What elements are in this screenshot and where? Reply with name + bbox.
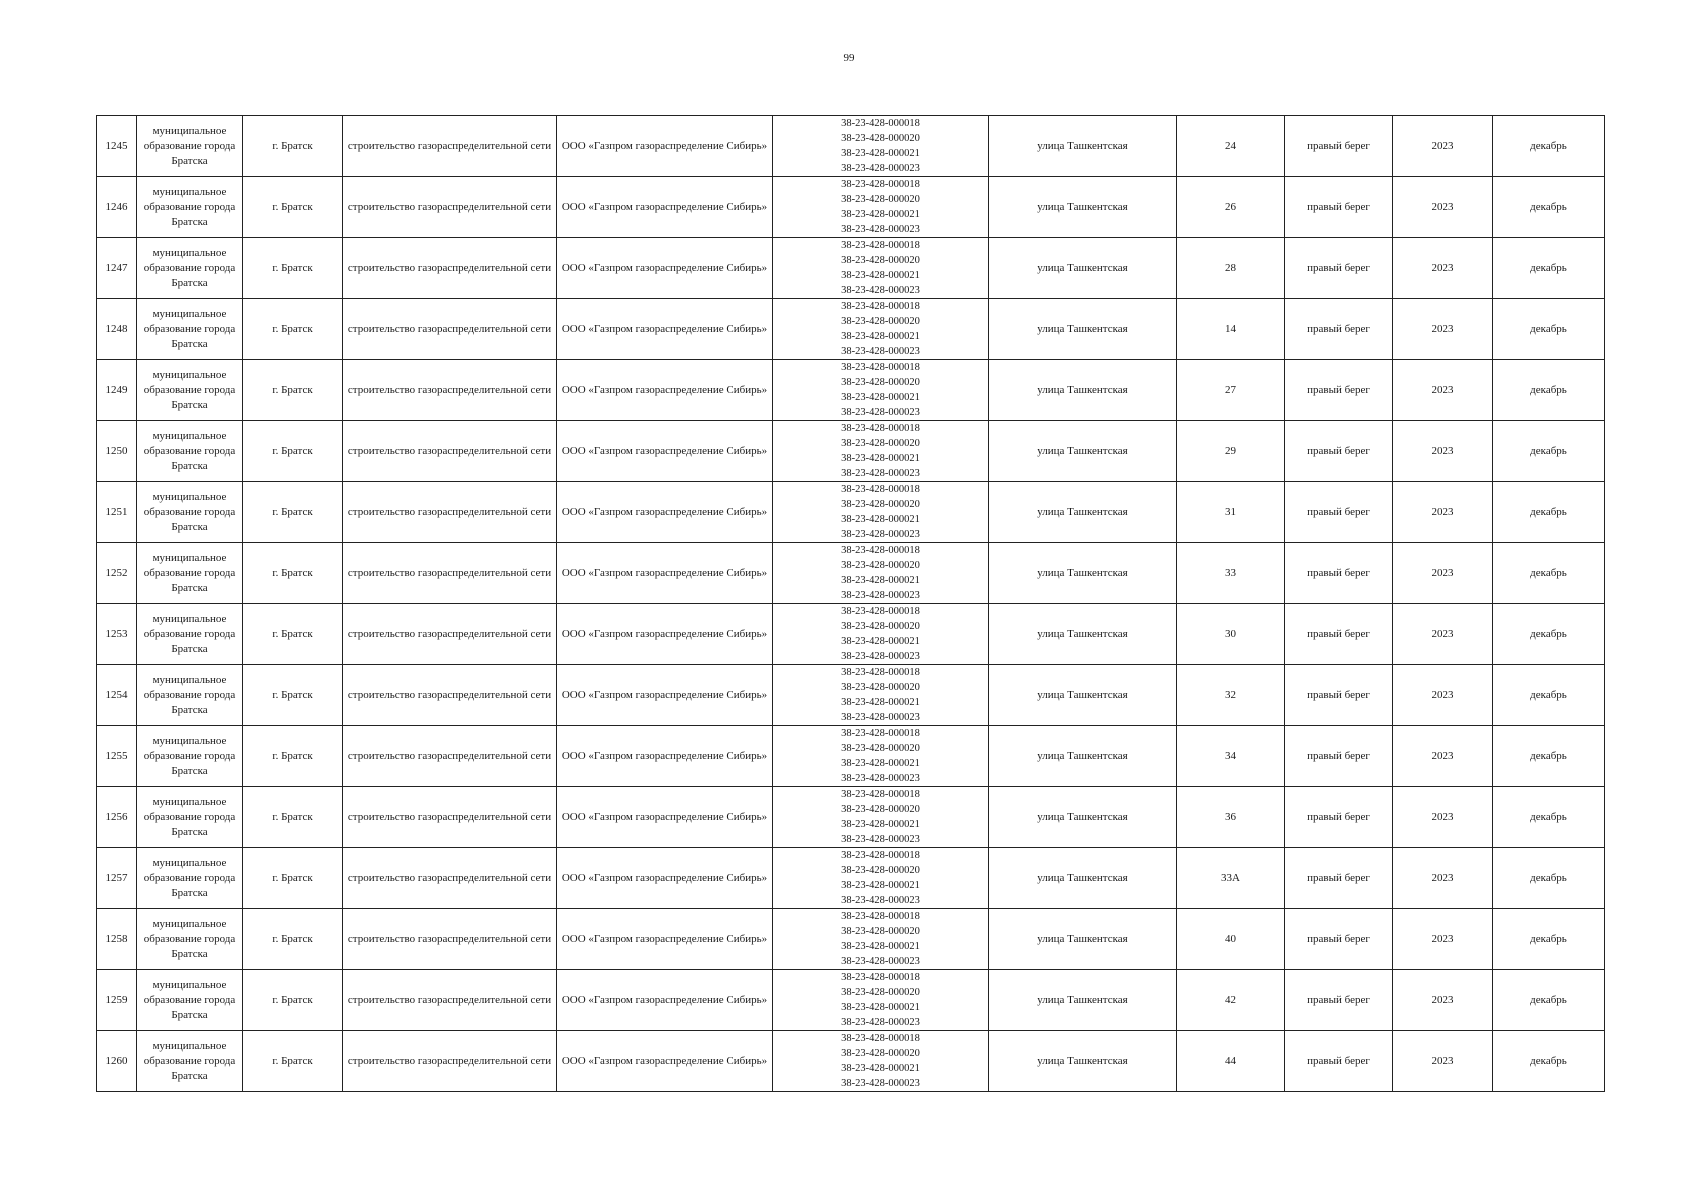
year-cell: 2023 [1393,421,1493,482]
month-cell: декабрь [1493,909,1605,970]
year-cell: 2023 [1393,726,1493,787]
month-cell: декабрь [1493,177,1605,238]
row-number: 1260 [97,1031,137,1092]
cadastral-codes-cell [773,421,989,482]
organization-cell: ООО «Газпром газораспределение Сибирь» [557,665,773,726]
row-number: 1253 [97,604,137,665]
cadastral-code: 38-23-428-000018 [841,1033,920,1044]
year-cell: 2023 [1393,177,1493,238]
table-row [97,970,1605,1031]
cadastral-code: 38-23-428-000018 [841,972,920,983]
cadastral-code: 38-23-428-000021 [841,148,920,159]
cadastral-code: 38-23-428-000020 [841,438,920,449]
cadastral-code: 38-23-428-000021 [841,453,920,464]
cadastral-code: 38-23-428-000018 [841,850,920,861]
table-row [97,299,1605,360]
street-cell: улица Ташкентская [989,238,1177,299]
work-type-cell: строительство газораспределительной сети [343,299,557,360]
cadastral-code: 38-23-428-000021 [841,819,920,830]
cadastral-code: 38-23-428-000018 [841,667,920,678]
locality-cell: г. Братск [243,970,343,1031]
street-cell: улица Ташкентская [989,787,1177,848]
cadastral-code: 38-23-428-000021 [841,941,920,952]
cadastral-code: 38-23-428-000020 [841,1048,920,1059]
organization-cell: ООО «Газпром газораспределение Сибирь» [557,116,773,177]
cadastral-code: 38-23-428-000021 [841,270,920,281]
municipality-cell: муниципальное образование города Братска [137,726,243,787]
work-type-cell: строительство газораспределительной сети [343,177,557,238]
year-cell: 2023 [1393,482,1493,543]
municipality-cell: муниципальное образование города Братска [137,299,243,360]
month-cell: декабрь [1493,1031,1605,1092]
municipality-cell: муниципальное образование города Братска [137,238,243,299]
row-number: 1245 [97,116,137,177]
year-cell: 2023 [1393,543,1493,604]
table-row [97,238,1605,299]
cadastral-codes-cell [773,299,989,360]
street-cell: улица Ташкентская [989,970,1177,1031]
cadastral-codes-cell [773,177,989,238]
register-table [96,115,1605,1092]
locality-cell: г. Братск [243,116,343,177]
river-side-cell: правый берег [1285,665,1393,726]
row-number: 1251 [97,482,137,543]
cadastral-code: 38-23-428-000018 [841,545,920,556]
locality-cell: г. Братск [243,665,343,726]
cadastral-codes-cell [773,360,989,421]
cadastral-codes-cell [773,482,989,543]
work-type-cell: строительство газораспределительной сети [343,848,557,909]
cadastral-code: 38-23-428-000021 [841,575,920,586]
row-number: 1258 [97,909,137,970]
street-cell: улица Ташкентская [989,299,1177,360]
table-row [97,726,1605,787]
cadastral-codes-cell [773,604,989,665]
street-cell: улица Ташкентская [989,665,1177,726]
organization-cell: ООО «Газпром газораспределение Сибирь» [557,726,773,787]
year-cell: 2023 [1393,116,1493,177]
cadastral-code: 38-23-428-000018 [841,240,920,251]
cadastral-code: 38-23-428-000020 [841,499,920,510]
row-number: 1248 [97,299,137,360]
river-side-cell: правый берег [1285,970,1393,1031]
table-row [97,665,1605,726]
cadastral-code: 38-23-428-000018 [841,362,920,373]
cadastral-code: 38-23-428-000021 [841,209,920,220]
row-number: 1246 [97,177,137,238]
cadastral-code: 38-23-428-000021 [841,1063,920,1074]
municipality-cell: муниципальное образование города Братска [137,665,243,726]
locality-cell: г. Братск [243,177,343,238]
row-number: 1254 [97,665,137,726]
cadastral-code: 38-23-428-000023 [841,590,920,601]
river-side-cell: правый берег [1285,909,1393,970]
cadastral-code: 38-23-428-000021 [841,880,920,891]
row-number: 1250 [97,421,137,482]
river-side-cell: правый берег [1285,238,1393,299]
house-number-cell: 32 [1177,665,1285,726]
work-type-cell: строительство газораспределительной сети [343,909,557,970]
house-number-cell: 31 [1177,482,1285,543]
month-cell: декабрь [1493,543,1605,604]
month-cell: декабрь [1493,116,1605,177]
table-row [97,787,1605,848]
cadastral-codes-cell [773,1031,989,1092]
municipality-cell: муниципальное образование города Братска [137,177,243,238]
year-cell: 2023 [1393,848,1493,909]
work-type-cell: строительство газораспределительной сети [343,360,557,421]
cadastral-code: 38-23-428-000018 [841,423,920,434]
municipality-cell: муниципальное образование города Братска [137,421,243,482]
table-row [97,360,1605,421]
cadastral-code: 38-23-428-000020 [841,255,920,266]
municipality-cell: муниципальное образование города Братска [137,909,243,970]
organization-cell: ООО «Газпром газораспределение Сибирь» [557,787,773,848]
municipality-cell: муниципальное образование города Братска [137,848,243,909]
municipality-cell: муниципальное образование города Братска [137,1031,243,1092]
row-number: 1257 [97,848,137,909]
month-cell: декабрь [1493,848,1605,909]
organization-cell: ООО «Газпром газораспределение Сибирь» [557,848,773,909]
year-cell: 2023 [1393,787,1493,848]
table-row [97,116,1605,177]
locality-cell: г. Братск [243,909,343,970]
row-number: 1252 [97,543,137,604]
work-type-cell: строительство газораспределительной сети [343,116,557,177]
house-number-cell: 36 [1177,787,1285,848]
table-row [97,909,1605,970]
municipality-cell: муниципальное образование города Братска [137,360,243,421]
street-cell: улица Ташкентская [989,1031,1177,1092]
cadastral-code: 38-23-428-000020 [841,377,920,388]
municipality-cell: муниципальное образование города Братска [137,970,243,1031]
cadastral-code: 38-23-428-000018 [841,789,920,800]
cadastral-codes-cell [773,787,989,848]
cadastral-code: 38-23-428-000023 [841,895,920,906]
work-type-cell: строительство газораспределительной сети [343,726,557,787]
locality-cell: г. Братск [243,848,343,909]
page-number: 99 [843,52,855,64]
table-row [97,543,1605,604]
cadastral-code: 38-23-428-000020 [841,316,920,327]
year-cell: 2023 [1393,970,1493,1031]
house-number-cell: 27 [1177,360,1285,421]
street-cell: улица Ташкентская [989,116,1177,177]
cadastral-codes-cell [773,909,989,970]
cadastral-code: 38-23-428-000018 [841,179,920,190]
year-cell: 2023 [1393,360,1493,421]
river-side-cell: правый берег [1285,360,1393,421]
cadastral-code: 38-23-428-000020 [841,987,920,998]
work-type-cell: строительство газораспределительной сети [343,604,557,665]
cadastral-code: 38-23-428-000020 [841,682,920,693]
cadastral-codes-cell [773,238,989,299]
organization-cell: ООО «Газпром газораспределение Сибирь» [557,177,773,238]
month-cell: декабрь [1493,360,1605,421]
street-cell: улица Ташкентская [989,482,1177,543]
row-number: 1256 [97,787,137,848]
cadastral-code: 38-23-428-000023 [841,956,920,967]
month-cell: декабрь [1493,604,1605,665]
house-number-cell: 40 [1177,909,1285,970]
municipality-cell: муниципальное образование города Братска [137,116,243,177]
work-type-cell: строительство газораспределительной сети [343,1031,557,1092]
river-side-cell: правый берег [1285,1031,1393,1092]
cadastral-code: 38-23-428-000023 [841,224,920,235]
year-cell: 2023 [1393,1031,1493,1092]
table-row [97,177,1605,238]
organization-cell: ООО «Газпром газораспределение Сибирь» [557,360,773,421]
month-cell: декабрь [1493,970,1605,1031]
year-cell: 2023 [1393,665,1493,726]
cadastral-codes-cell [773,726,989,787]
cadastral-code: 38-23-428-000023 [841,773,920,784]
street-cell: улица Ташкентская [989,726,1177,787]
cadastral-code: 38-23-428-000023 [841,1017,920,1028]
cadastral-code: 38-23-428-000023 [841,834,920,845]
row-number: 1249 [97,360,137,421]
month-cell: декабрь [1493,665,1605,726]
work-type-cell: строительство газораспределительной сети [343,238,557,299]
register-body [97,116,1605,1092]
table-row [97,482,1605,543]
cadastral-code: 38-23-428-000023 [841,1078,920,1089]
cadastral-code: 38-23-428-000020 [841,804,920,815]
cadastral-codes-cell [773,116,989,177]
month-cell: декабрь [1493,238,1605,299]
locality-cell: г. Братск [243,1031,343,1092]
locality-cell: г. Братск [243,421,343,482]
house-number-cell: 30 [1177,604,1285,665]
row-number: 1247 [97,238,137,299]
table-row [97,1031,1605,1092]
cadastral-code: 38-23-428-000018 [841,301,920,312]
cadastral-code: 38-23-428-000021 [841,331,920,342]
organization-cell: ООО «Газпром газораспределение Сибирь» [557,482,773,543]
locality-cell: г. Братск [243,604,343,665]
river-side-cell: правый берег [1285,177,1393,238]
row-number: 1255 [97,726,137,787]
house-number-cell: 33 [1177,543,1285,604]
river-side-cell: правый берег [1285,116,1393,177]
work-type-cell: строительство газораспределительной сети [343,543,557,604]
cadastral-code: 38-23-428-000018 [841,484,920,495]
organization-cell: ООО «Газпром газораспределение Сибирь» [557,970,773,1031]
month-cell: декабрь [1493,299,1605,360]
house-number-cell: 28 [1177,238,1285,299]
cadastral-code: 38-23-428-000018 [841,728,920,739]
month-cell: декабрь [1493,787,1605,848]
cadastral-code: 38-23-428-000020 [841,865,920,876]
river-side-cell: правый берег [1285,604,1393,665]
cadastral-code: 38-23-428-000020 [841,133,920,144]
cadastral-code: 38-23-428-000021 [841,514,920,525]
river-side-cell: правый берег [1285,299,1393,360]
row-number: 1259 [97,970,137,1031]
cadastral-code: 38-23-428-000023 [841,651,920,662]
house-number-cell: 29 [1177,421,1285,482]
organization-cell: ООО «Газпром газораспределение Сибирь» [557,604,773,665]
organization-cell: ООО «Газпром газораспределение Сибирь» [557,909,773,970]
municipality-cell: муниципальное образование города Братска [137,482,243,543]
municipality-cell: муниципальное образование города Братска [137,543,243,604]
cadastral-code: 38-23-428-000021 [841,392,920,403]
cadastral-code: 38-23-428-000020 [841,743,920,754]
cadastral-code: 38-23-428-000021 [841,697,920,708]
work-type-cell: строительство газораспределительной сети [343,665,557,726]
street-cell: улица Ташкентская [989,848,1177,909]
month-cell: декабрь [1493,726,1605,787]
house-number-cell: 44 [1177,1031,1285,1092]
river-side-cell: правый берег [1285,848,1393,909]
street-cell: улица Ташкентская [989,360,1177,421]
cadastral-code: 38-23-428-000018 [841,606,920,617]
municipality-cell: муниципальное образование города Братска [137,604,243,665]
house-number-cell: 34 [1177,726,1285,787]
cadastral-code: 38-23-428-000020 [841,621,920,632]
locality-cell: г. Братск [243,299,343,360]
river-side-cell: правый берег [1285,787,1393,848]
cadastral-code: 38-23-428-000020 [841,926,920,937]
cadastral-codes-cell [773,970,989,1031]
street-cell: улица Ташкентская [989,421,1177,482]
house-number-cell: 42 [1177,970,1285,1031]
river-side-cell: правый берег [1285,726,1393,787]
street-cell: улица Ташкентская [989,177,1177,238]
table-row [97,848,1605,909]
cadastral-codes-cell [773,665,989,726]
organization-cell: ООО «Газпром газораспределение Сибирь» [557,1031,773,1092]
river-side-cell: правый берег [1285,543,1393,604]
street-cell: улица Ташкентская [989,604,1177,665]
month-cell: декабрь [1493,482,1605,543]
river-side-cell: правый берег [1285,482,1393,543]
organization-cell: ООО «Газпром газораспределение Сибирь» [557,421,773,482]
work-type-cell: строительство газораспределительной сети [343,970,557,1031]
year-cell: 2023 [1393,909,1493,970]
cadastral-code: 38-23-428-000021 [841,1002,920,1013]
work-type-cell: строительство газораспределительной сети [343,482,557,543]
year-cell: 2023 [1393,238,1493,299]
table-row [97,604,1605,665]
house-number-cell: 24 [1177,116,1285,177]
river-side-cell: правый берег [1285,421,1393,482]
cadastral-code: 38-23-428-000020 [841,560,920,571]
cadastral-code: 38-23-428-000018 [841,911,920,922]
year-cell: 2023 [1393,299,1493,360]
organization-cell: ООО «Газпром газораспределение Сибирь» [557,299,773,360]
locality-cell: г. Братск [243,787,343,848]
cadastral-code: 38-23-428-000023 [841,346,920,357]
cadastral-codes-cell [773,848,989,909]
year-cell: 2023 [1393,604,1493,665]
locality-cell: г. Братск [243,482,343,543]
cadastral-code: 38-23-428-000023 [841,285,920,296]
cadastral-code: 38-23-428-000018 [841,118,920,129]
cadastral-code: 38-23-428-000021 [841,758,920,769]
locality-cell: г. Братск [243,543,343,604]
month-cell: декабрь [1493,421,1605,482]
house-number-cell: 33А [1177,848,1285,909]
organization-cell: ООО «Газпром газораспределение Сибирь» [557,238,773,299]
cadastral-codes-cell [773,543,989,604]
table-row [97,421,1605,482]
work-type-cell: строительство газораспределительной сети [343,787,557,848]
locality-cell: г. Братск [243,726,343,787]
cadastral-code: 38-23-428-000023 [841,529,920,540]
locality-cell: г. Братск [243,238,343,299]
cadastral-code: 38-23-428-000023 [841,407,920,418]
cadastral-code: 38-23-428-000021 [841,636,920,647]
municipality-cell: муниципальное образование города Братска [137,787,243,848]
locality-cell: г. Братск [243,360,343,421]
cadastral-code: 38-23-428-000023 [841,468,920,479]
house-number-cell: 26 [1177,177,1285,238]
work-type-cell: строительство газораспределительной сети [343,421,557,482]
house-number-cell: 14 [1177,299,1285,360]
cadastral-code: 38-23-428-000020 [841,194,920,205]
street-cell: улица Ташкентская [989,909,1177,970]
organization-cell: ООО «Газпром газораспределение Сибирь» [557,543,773,604]
street-cell: улица Ташкентская [989,543,1177,604]
cadastral-code: 38-23-428-000023 [841,163,920,174]
cadastral-code: 38-23-428-000023 [841,712,920,723]
